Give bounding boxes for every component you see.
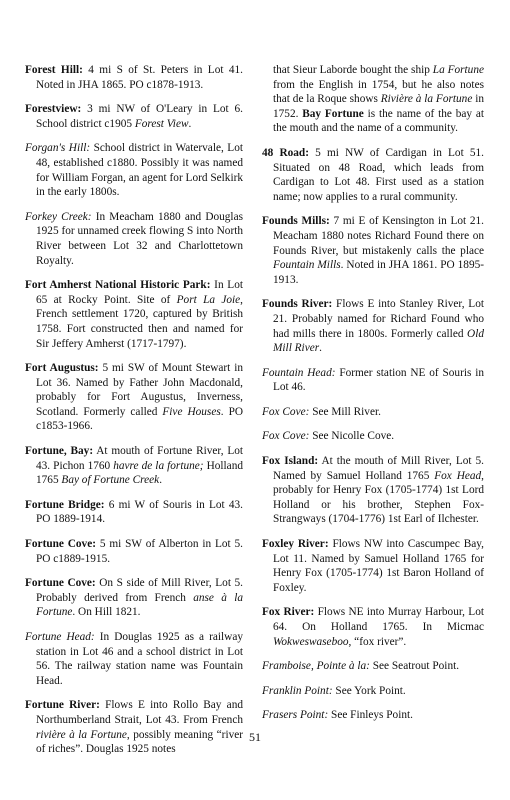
entry-text: Bay of Fortune Creek [61, 474, 160, 487]
entry-headword: Frasers Point: [262, 709, 329, 722]
entry-foxley-river [262, 537, 484, 595]
entry-headword: Founds River: [262, 298, 333, 311]
entry-text: havre de la fortune; [113, 459, 204, 472]
entry-text: At mouth of Fortune River, Lot 43. Pichon 1760 [36, 445, 244, 472]
entry-text: Old Mill River [273, 327, 484, 355]
entry-fox-river [262, 605, 484, 649]
entry-text: Forest View [134, 117, 189, 130]
entry-text: In Lot 65 at Rocky Point. Site of [36, 279, 243, 306]
entry-text: , French settlement 1720, captured by British 1758. Fort constructed then and named for Sir Jeffery Amherst (1717-1797). [36, 293, 243, 350]
entry-text: Flows E into Rollo Bay and Northumberland Strait, Lot 43. From French [36, 699, 243, 726]
entry-headword: Founds Mills: [262, 215, 330, 228]
entry-text: 5 mi SW of Mount Stewart in Lot 36. Named by Father John Macdonald, probably for Fort Augustus, Inverness, Scotland. Formerly called [36, 362, 244, 418]
entry-headword: Fox Cove: [262, 430, 310, 443]
entry-fortune-river [25, 698, 243, 756]
entry-fort-amherst [25, 278, 243, 351]
entry-headword: Fortune Cove: [25, 538, 96, 551]
entry-text: Rivière à la Fortune [380, 93, 473, 106]
entry-headword: Forgan's Hill: [25, 142, 91, 155]
entry-founds-mills [262, 214, 484, 287]
entry-text: , possibly meaning “river of riches”. Douglas 1925 notes [36, 728, 244, 756]
entry-text: Flows E into Stanley River, Lot 21. Probably named for Richard Found who had mills there in 1800s. Formerly called [273, 298, 484, 340]
entry-forkey-creek [25, 210, 243, 268]
right-column [262, 63, 484, 733]
entry-text: Holland 1765 [36, 459, 243, 487]
entry-text: in 1752. [273, 93, 484, 120]
entry-fortune-bridge [25, 498, 243, 527]
entry-text: Wokweswaseboo [273, 635, 349, 648]
entry-headword: Fortune Head: [25, 631, 95, 643]
entry-fort-augustus [25, 361, 243, 434]
entry-text: In Douglas 1925 as a railway station in Lot 46 and a school district in Lot 56. The railway station name was Fountain Head. [36, 631, 243, 687]
entry-text: 5 mi NW of Cardigan in Lot 51. Situated on 48 Road, which leads from Cardigan to Lot 48. First used as a station name; now applies to a rural community. [273, 146, 485, 203]
entry-text: that Sieur Laborde bought the ship [273, 64, 433, 76]
entry-text: See Seatrout Point. [369, 660, 460, 673]
entry-fox-cove-1 [262, 405, 484, 420]
entry-text: At the mouth of Mill River, Lot 5. Named by Samuel Holland 1765 [273, 455, 484, 482]
entry-founds-river [262, 297, 484, 355]
entry-headword: Fort Amherst National Historic Park: [25, 279, 211, 292]
entry-headword: Fortune Cove: [25, 577, 96, 590]
entry-headword: Fountain Head: [262, 366, 336, 379]
entry-headword: Forest Hill: [25, 64, 83, 76]
entry-framboise-pointe [262, 659, 484, 674]
entry-text: Former station NE of Souris in Lot 46. [273, 366, 484, 394]
entry-text: Port La Joie [176, 293, 241, 306]
entry-text: In Meacham 1880 and Douglas 1925 for unnamed creek flowing S into North River between Lot 32 and Charlottetown Royalty. [36, 210, 243, 267]
entry-text: See York Point. [332, 684, 406, 697]
entry-fortune-head [25, 630, 243, 688]
entry-fox-cove-2 [262, 429, 484, 444]
entry-text: , probably for Henry Fox (1705-1774) 1st Lord Holland or his brother, Stephen Fox-Strangways (1704-1776) 1st Earl of Ilchester. [273, 469, 484, 526]
entry-text: . [159, 474, 163, 487]
page-number: 51 [249, 730, 261, 744]
entry-headword: Fortune Bridge: [25, 498, 105, 511]
entry-headword: Fox Island: [262, 455, 319, 468]
entry-text: Bay Fortune [302, 107, 364, 120]
entry-text: anse à la Fortune [36, 591, 243, 619]
entry-forestview [25, 102, 243, 131]
entry-text: . On Hill 1821. [72, 606, 141, 619]
entry-franklin-point [262, 684, 484, 699]
entry-frasers-point [262, 708, 484, 723]
entry-headword: Fortune River: [25, 699, 100, 712]
entry-text: Fox Head [434, 469, 482, 482]
entry-fortune-cove-1 [25, 537, 243, 566]
left-column [25, 63, 243, 767]
entry-text: Flows NE into Murray Harbour, Lot 64. On Holland 1765. In Micmac [273, 606, 484, 633]
entry-text: See Mill River. [309, 405, 381, 418]
entry-text: La Fortune [432, 64, 484, 76]
entry-headword: Fox Cove: [262, 405, 310, 418]
entry-48-road [262, 146, 484, 204]
entry-headword: Franklin Point: [262, 684, 333, 697]
entry-text: . PO c1853-1966. [36, 405, 244, 433]
entry-text: , “fox river”. [348, 635, 407, 648]
entry-text: Fountain Mills [273, 259, 341, 272]
entry-text: 6 mi W of Souris in Lot 43. PO 1889-1914. [36, 498, 244, 526]
entry-text: 5 mi SW of Alberton in Lot 5. PO c1889-1915. [36, 538, 243, 565]
entry-headword: Forestview: [25, 103, 82, 116]
entry-text: is the name of the bay at the mouth and the name of a community. [273, 107, 485, 135]
entry-forest-hill [25, 63, 243, 92]
entry-text: 3 mi NW of O'Leary in Lot 6. School district c1905 [36, 103, 243, 130]
entry-fortune-cove-2 [25, 576, 243, 620]
entry-text: rivière à la Fortune [36, 728, 127, 741]
entry-text: . [319, 342, 322, 355]
entry-fortune-bay [25, 444, 243, 488]
entry-text: On S side of Mill River, Lot 5. Probably derived from French [36, 577, 243, 604]
entry-text: Five Houses [162, 405, 221, 418]
entry-text: . Noted in JHA 1861. PO 1895-1913. [273, 259, 485, 286]
entry-text: See Nicolle Cove. [309, 430, 395, 443]
entry-fox-island [262, 454, 484, 527]
entry-headword: Fort Augustus: [25, 362, 99, 375]
entry-text: Flows NW into Cascumpec Bay, Lot 11. Named by Samuel Holland 1765 for Henry Fox (1705-1774) 1st Baron Holland of Foxley. [273, 538, 485, 594]
entry-headword: Foxley River: [262, 538, 329, 551]
entry-text: See Finleys Point. [328, 709, 413, 722]
entry-headword: Fortune, Bay: [25, 445, 94, 458]
entry-text: from the English in 1754, but he also notes that de la Roque shows [273, 78, 484, 106]
entry-text: 7 mi E of Kensington in Lot 21. Meacham 1880 notes Richard Found there on Founds River, but mistakenly calls the place [273, 215, 484, 257]
entry-fortune-river-cont [262, 63, 484, 136]
entry-text: 4 mi S of St. Peters in Lot 41. Noted in JHA 1865. PO c1878-1913. [36, 64, 243, 91]
entry-headword: Forkey Creek: [25, 210, 92, 223]
entry-headword: Framboise, Pointe à la: [262, 660, 370, 673]
entry-text: School district in Watervale, Lot 48, established c1880. Possibly it was named for William Forgan, an agent for Lord Selkirk in the early 1800s. [36, 142, 243, 199]
entry-fountain-head [262, 366, 484, 395]
entry-text: . [188, 117, 192, 130]
entry-headword: Fox River: [262, 606, 315, 619]
entry-headword: 48 Road: [262, 146, 309, 159]
entry-forgans-hill [25, 141, 243, 199]
